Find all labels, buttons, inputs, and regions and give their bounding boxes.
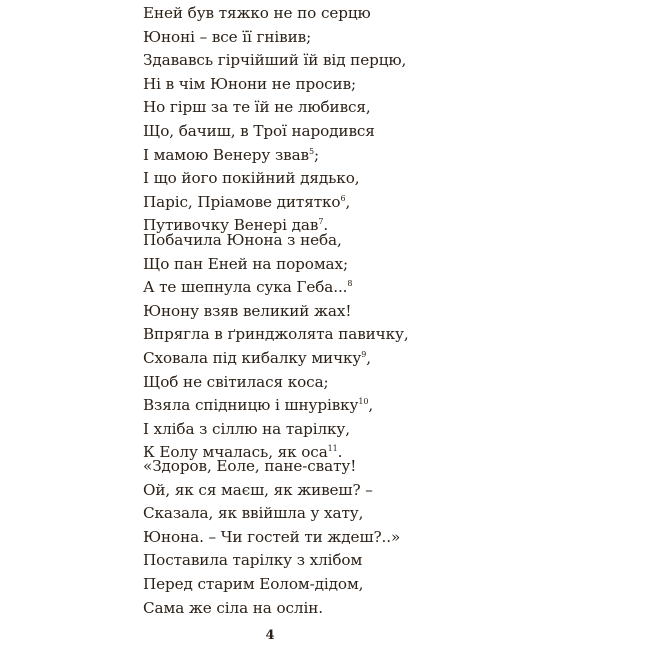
verse-line (143, 502, 400, 526)
verse-text: І хліба з сіллю на тарілку, (143, 419, 350, 438)
verse-line (143, 167, 406, 191)
footnote-marker[interactable]: 8 (347, 279, 353, 289)
stanza-3 (143, 455, 400, 620)
verse-punctuation: . (323, 216, 329, 235)
verse-line (143, 455, 400, 479)
verse-punctuation: , (368, 396, 374, 415)
verse-text: «Здоров, Еоле, пане-свату! (143, 457, 357, 475)
verse-line (143, 371, 409, 395)
verse-line (143, 2, 406, 26)
verse-line (143, 191, 406, 215)
verse-text: Поставила тарілку з хлібом (143, 551, 363, 570)
verse-text: А те шепнула сука Геба... (143, 278, 348, 297)
verse-line (143, 73, 406, 97)
footnote-marker[interactable]: 7 (318, 217, 324, 227)
verse-line (143, 96, 406, 120)
verse-text: Юнону взяв великий жах! (143, 301, 352, 320)
footnote-marker[interactable]: 11 (327, 444, 338, 454)
verse-text: Ой, як ся маєш, як живеш? – (143, 480, 373, 499)
verse-line (143, 347, 409, 371)
verse-text: Взяла спідницю і шнурівку (143, 396, 359, 415)
verse-text: Що пан Еней на поромах; (143, 254, 348, 273)
verse-line (143, 120, 406, 144)
verse-text: Паріс, Пріамове дитятко (143, 192, 341, 211)
verse-text: Но гірш за те їй не любився, (143, 98, 371, 117)
footnote-marker[interactable]: 5 (309, 146, 314, 156)
verse-text: Впрягла в ґринджолята павичку, (143, 325, 409, 344)
verse-line (143, 300, 409, 324)
verse-text: Еней був тяжко не по серцю (143, 4, 371, 22)
verse-text: Перед старим Еолом-дідом, (143, 574, 364, 593)
verse-text: Юнона. – Чи гостей ти ждеш?..» (143, 527, 401, 546)
verse-line (143, 573, 400, 597)
footnote-marker[interactable]: 6 (340, 193, 346, 203)
verse-text: Побачила Юнона з неба, (143, 231, 342, 249)
verse-text: Сховала під кибалку мичку (143, 348, 362, 367)
verse-line (143, 597, 400, 621)
stanza-2 (143, 229, 409, 465)
verse-text: Що, бачиш, в Трої народився (143, 121, 375, 140)
verse-line (143, 549, 400, 573)
verse-line (143, 49, 406, 73)
verse-text: Щоб не світилася коса; (143, 372, 329, 391)
verse-line (143, 418, 409, 442)
verse-text: І що його покійний дядько, (143, 169, 360, 188)
verse-text: Сказала, як ввійшла у хату, (143, 504, 364, 523)
verse-line (143, 144, 406, 168)
verse-text: Ні в чім Юнони не просив; (143, 74, 357, 93)
verse-text: Здававсь гірчійший їй від перцю, (143, 51, 407, 70)
verse-line (143, 26, 406, 50)
footnote-marker[interactable]: 10 (358, 397, 369, 407)
verse-line (143, 479, 400, 503)
verse-text: Юноні – все її гнівив; (143, 27, 312, 46)
footnote-marker[interactable]: 9 (361, 349, 367, 359)
verse-line (143, 526, 400, 550)
verse-line (143, 394, 409, 418)
verse-text: Сама же сіла на ослін. (143, 598, 323, 617)
verse-text: К Еолу мчалась, як оса (143, 443, 328, 462)
verse-punctuation: . (337, 443, 343, 462)
verse-punctuation: , (345, 192, 351, 211)
verse-line (143, 276, 409, 300)
page-number: 4 (265, 628, 275, 643)
verse-text: Путивочку Венері дав (143, 216, 319, 235)
verse-punctuation: ; (314, 145, 320, 164)
verse-line (143, 253, 409, 277)
verse-text: І мамою Венеру звав (143, 145, 309, 164)
verse-line (143, 229, 409, 253)
stanza-1 (143, 2, 406, 238)
verse-punctuation: , (366, 348, 371, 367)
verse-line (143, 323, 409, 347)
